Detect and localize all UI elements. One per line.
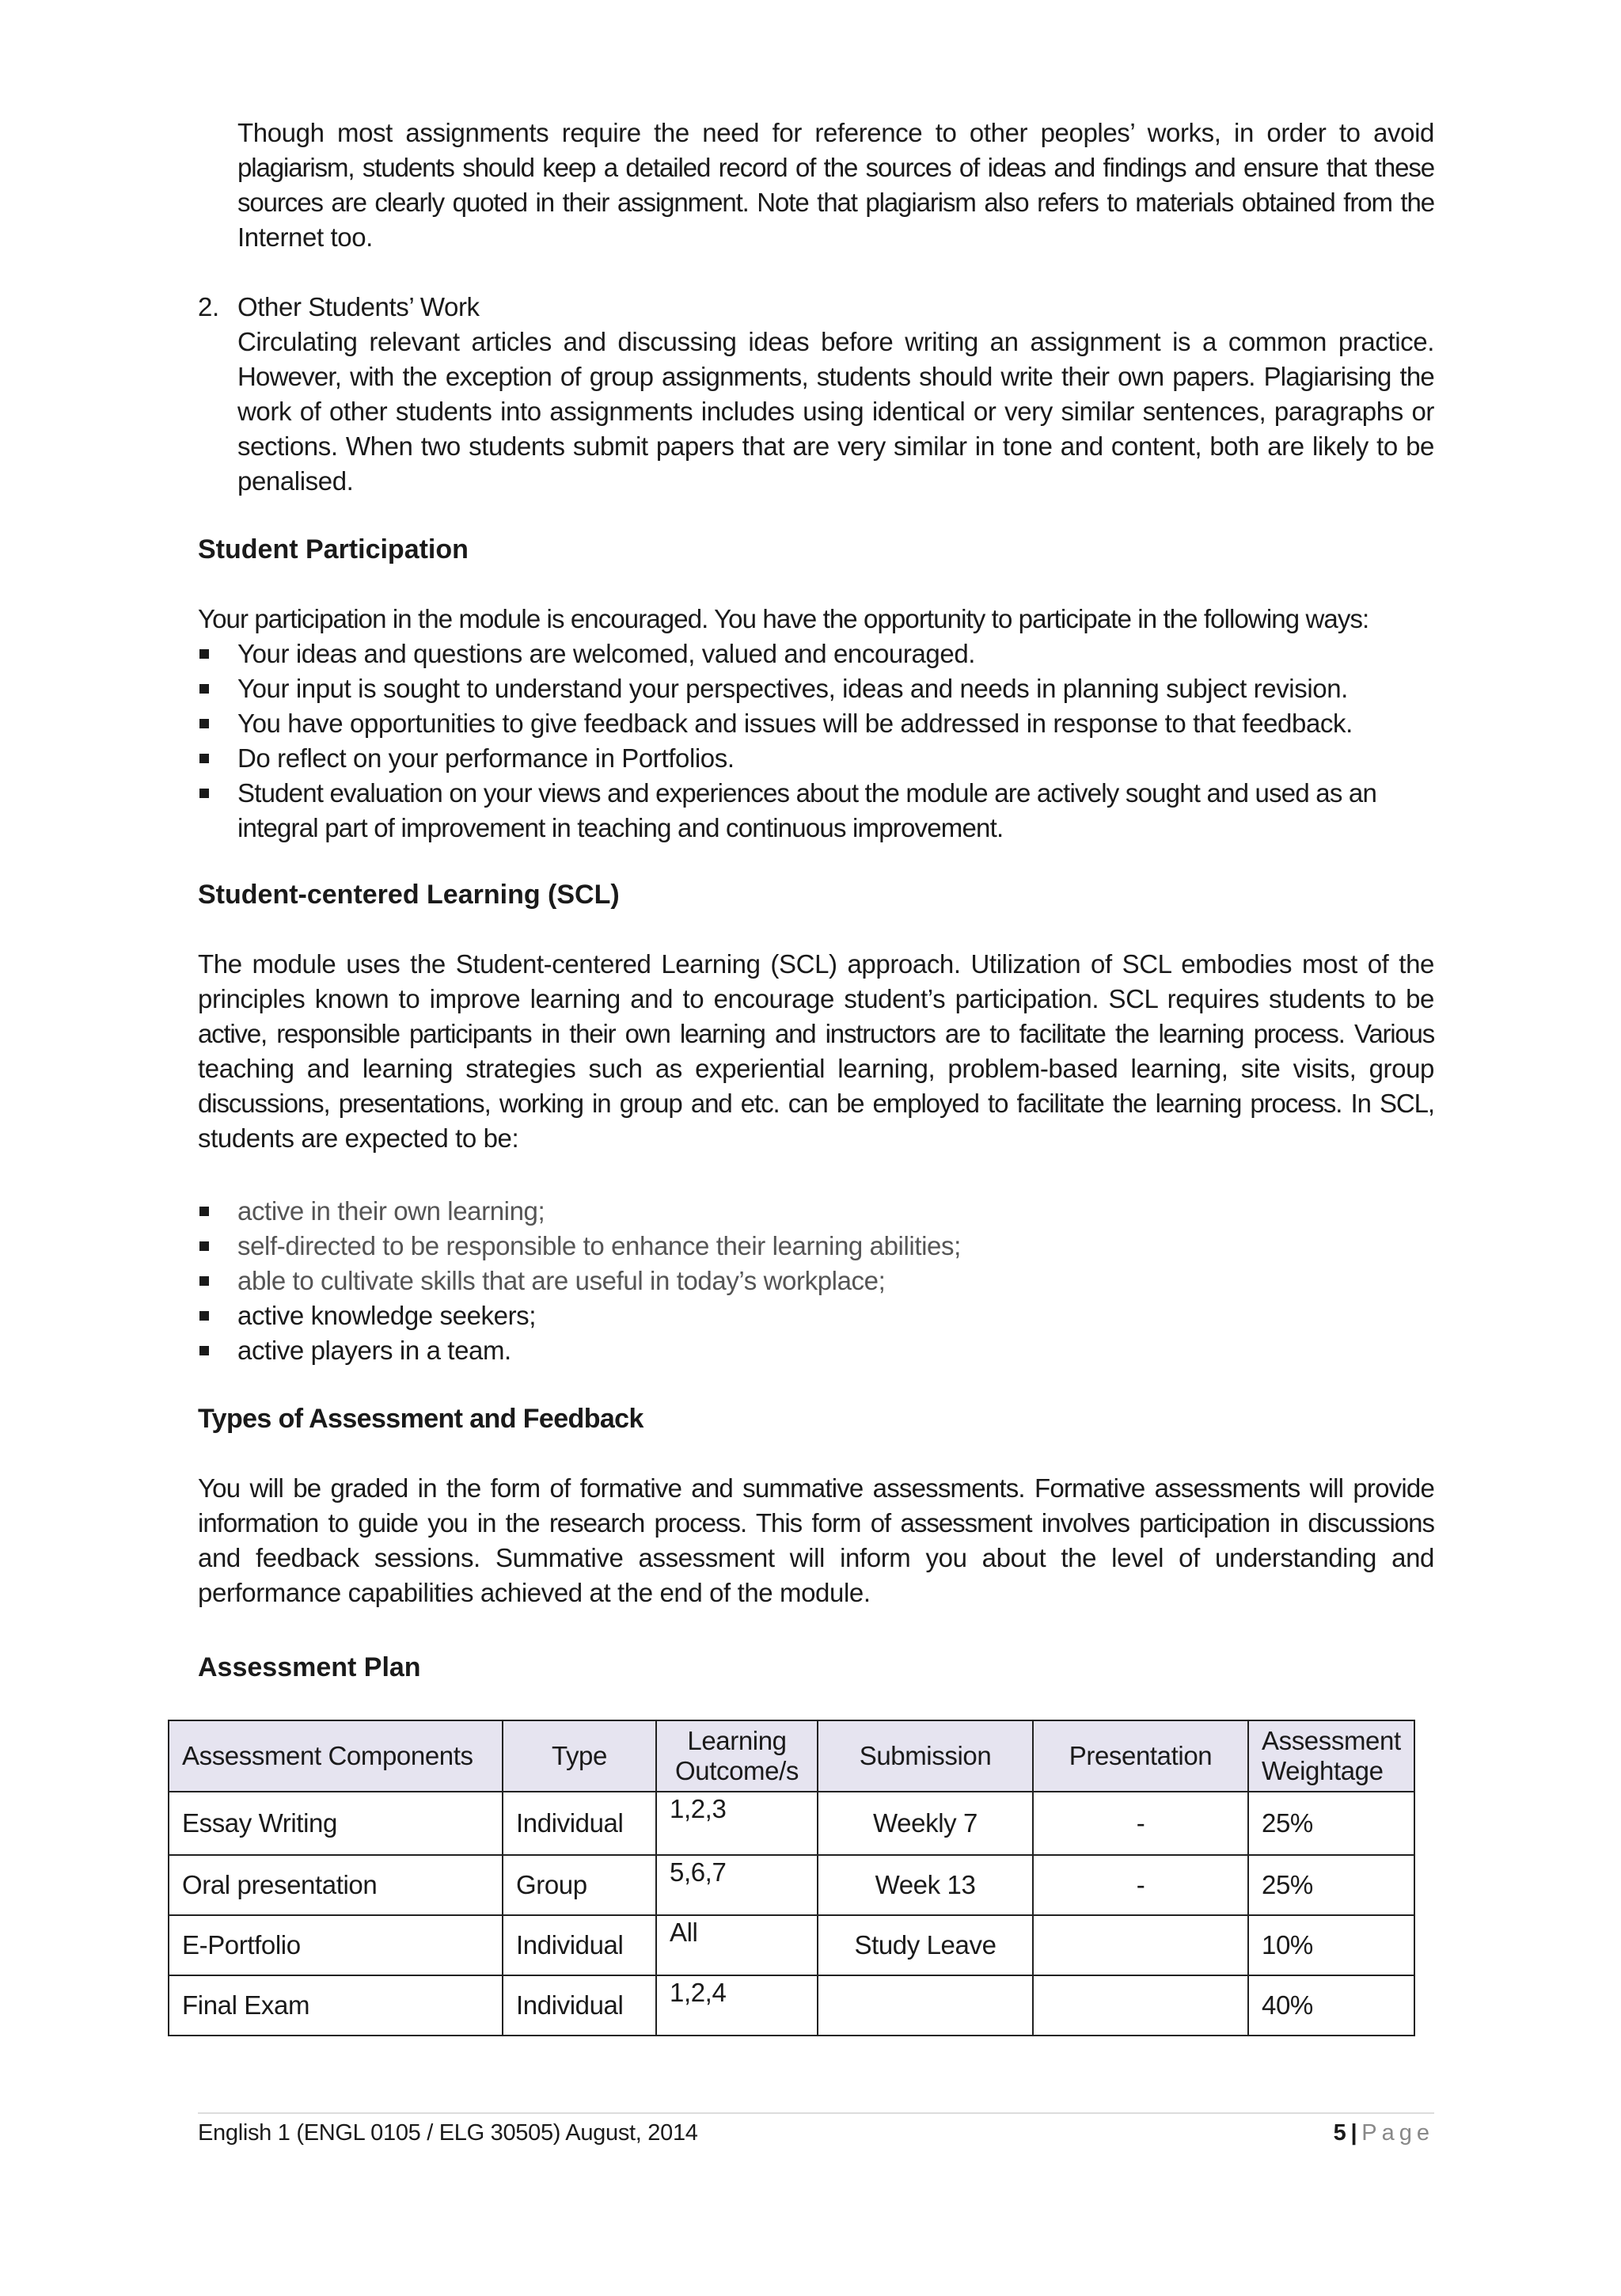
plagiarism-paragraph (0, 116, 1434, 255)
assessment-types-section (0, 1471, 1434, 1610)
page-number: 5 (1333, 2120, 1346, 2146)
column-header: Type (503, 1720, 656, 1792)
text-line: Internet too. (237, 222, 373, 252)
list-item: Do reflect on your performance in Portfolios. (199, 741, 1434, 776)
text-line: penalised. (237, 466, 354, 496)
table-row (169, 1792, 1414, 1855)
table-cell: 1,2,3 (656, 1792, 818, 1855)
text-line: principles known to improve learning and to encourage student’s participation. SCL requires students to be (198, 984, 1434, 1013)
text-line: plagiarism, students should keep a detailed record of the sources of ideas and findings and ensure that these (237, 153, 1434, 182)
text-line: discussions, presentations, working in group and etc. can be employed to facilitate the learning process. In SCL, (198, 1089, 1434, 1118)
page-separator: | (1350, 2120, 1357, 2146)
item-title: Other Students’ Work (237, 292, 480, 321)
text-line: performance capabilities achieved at the end of the module. (198, 1578, 871, 1607)
table-cell: - (1033, 1855, 1248, 1915)
table-cell: Oral presentation (169, 1855, 503, 1915)
scl-list (237, 1194, 1434, 1368)
table-row (169, 1975, 1414, 2036)
section-heading: Student-centered Learning (SCL) (198, 880, 620, 910)
table-cell: Individual (503, 1915, 656, 1975)
table-cell: 5,6,7 (656, 1855, 818, 1915)
text-line: active, responsible participants in their own learning and instructors are to facilitate the learning process. Various (198, 1019, 1434, 1048)
list-item: self-directed to be responsible to enhance their learning abilities; (199, 1229, 1434, 1264)
text-line: teaching and learning strategies such as experiential learning, problem-based learning, site visits, group (198, 1054, 1434, 1083)
bullet-icon (199, 1346, 209, 1355)
column-header: Learning Outcome/s (656, 1720, 818, 1792)
bullet-icon (199, 789, 209, 798)
table-row (169, 1915, 1414, 1975)
page-footer (198, 2112, 1434, 2146)
participation-section (0, 602, 1434, 846)
table-cell (1033, 1975, 1248, 2036)
table-cell (1033, 1915, 1248, 1975)
table-cell: 40% (1248, 1975, 1414, 2036)
text-line: students are expected to be: (198, 1123, 519, 1153)
section-heading: Types of Assessment and Feedback (198, 1404, 643, 1434)
text-line: work of other students into assignments includes using identical or very similar sentences, paragraphs or (237, 397, 1434, 426)
table-cell: 25% (1248, 1792, 1414, 1855)
text-line: sections. When two students submit papers that are very similar in tone and content, both are likely to be (237, 431, 1434, 461)
list-item: You have opportunities to give feedback and issues will be addressed in response to that feedback. (199, 706, 1434, 741)
column-header: Presentation (1033, 1720, 1248, 1792)
list-item: Your ideas and questions are welcomed, valued and encouraged. (199, 637, 1434, 671)
column-header: Submission (818, 1720, 1033, 1792)
table-cell: All (656, 1915, 818, 1975)
scl-list-wrap (0, 1194, 1434, 1368)
list-item: Student evaluation on your views and experiences about the module are actively sought and used as an integral part of improvement in teaching and continuous improvement. (199, 776, 1434, 846)
bullet-icon (199, 1276, 209, 1286)
text-line: sources are clearly quoted in their assignment. Note that plagiarism also refers to materials obtained from the (237, 188, 1434, 217)
footer-course-info: English 1 (ENGL 0105 / ELG 30505) August, 2014 (198, 2120, 698, 2146)
text-line: and feedback sessions. Summative assessment will inform you about the level of understanding and (198, 1543, 1434, 1572)
bullet-icon (199, 1207, 209, 1216)
footer-page-indicator (1334, 2120, 1434, 2146)
list-item: active players in a team. (199, 1333, 1434, 1368)
bullet-icon (199, 1241, 209, 1251)
table-cell: 10% (1248, 1915, 1414, 1975)
other-students-work-section (0, 290, 1434, 499)
table-cell: Study Leave (818, 1915, 1033, 1975)
participation-list (237, 637, 1434, 846)
bullet-icon (199, 1311, 209, 1321)
numbered-item (198, 290, 1434, 325)
table-cell: Individual (503, 1792, 656, 1855)
list-item: active knowledge seekers; (199, 1298, 1434, 1333)
bullet-icon (199, 649, 209, 659)
table-cell: Essay Writing (169, 1792, 503, 1855)
section-heading: Assessment Plan (198, 1652, 421, 1682)
text-line: Though most assignments require the need for reference to other peoples’ works, in order to avoid (237, 118, 1434, 147)
table-cell: E-Portfolio (169, 1915, 503, 1975)
column-header: Assessment Components (169, 1720, 503, 1792)
table-cell: Final Exam (169, 1975, 503, 2036)
list-item: active in their own learning; (199, 1194, 1434, 1229)
section-heading: Student Participation (198, 534, 469, 564)
text-line: Your participation in the module is encouraged. You have the opportunity to participate in the following ways: (198, 604, 1369, 633)
table-row (169, 1855, 1414, 1915)
item-number: 2. (198, 292, 219, 321)
bullet-icon (199, 719, 209, 728)
table-cell: 1,2,4 (656, 1975, 818, 2036)
list-item: Your input is sought to understand your perspectives, ideas and needs in planning subject revision. (199, 671, 1434, 706)
text-line: information to guide you in the research process. This form of assessment involves participation in discussions (198, 1508, 1434, 1538)
bullet-icon (199, 754, 209, 763)
table-cell: 25% (1248, 1855, 1414, 1915)
text-line: The module uses the Student-centered Learning (SCL) approach. Utilization of SCL embodies most of the (198, 949, 1434, 979)
column-header: Assessment Weightage (1248, 1720, 1414, 1792)
table-header-row (169, 1720, 1414, 1792)
table-cell: Individual (503, 1975, 656, 2036)
assessment-plan-table (168, 1720, 1415, 2036)
text-line: You will be graded in the form of formative and summative assessments. Formative assessments will provide (198, 1473, 1434, 1503)
table-cell: Week 13 (818, 1855, 1033, 1915)
scl-section (0, 947, 1434, 1156)
table-cell (818, 1975, 1033, 2036)
text-line: However, with the exception of group assignments, students should write their own papers. Plagiarising the (237, 362, 1434, 391)
list-item: able to cultivate skills that are useful in today’s workplace; (199, 1264, 1434, 1298)
table-cell: Weekly 7 (818, 1792, 1033, 1855)
page-label: Page (1361, 2120, 1434, 2146)
bullet-icon (199, 684, 209, 694)
text-line: Circulating relevant articles and discussing ideas before writing an assignment is a common practice. (237, 327, 1434, 356)
table-cell: - (1033, 1792, 1248, 1855)
table-cell: Group (503, 1855, 656, 1915)
